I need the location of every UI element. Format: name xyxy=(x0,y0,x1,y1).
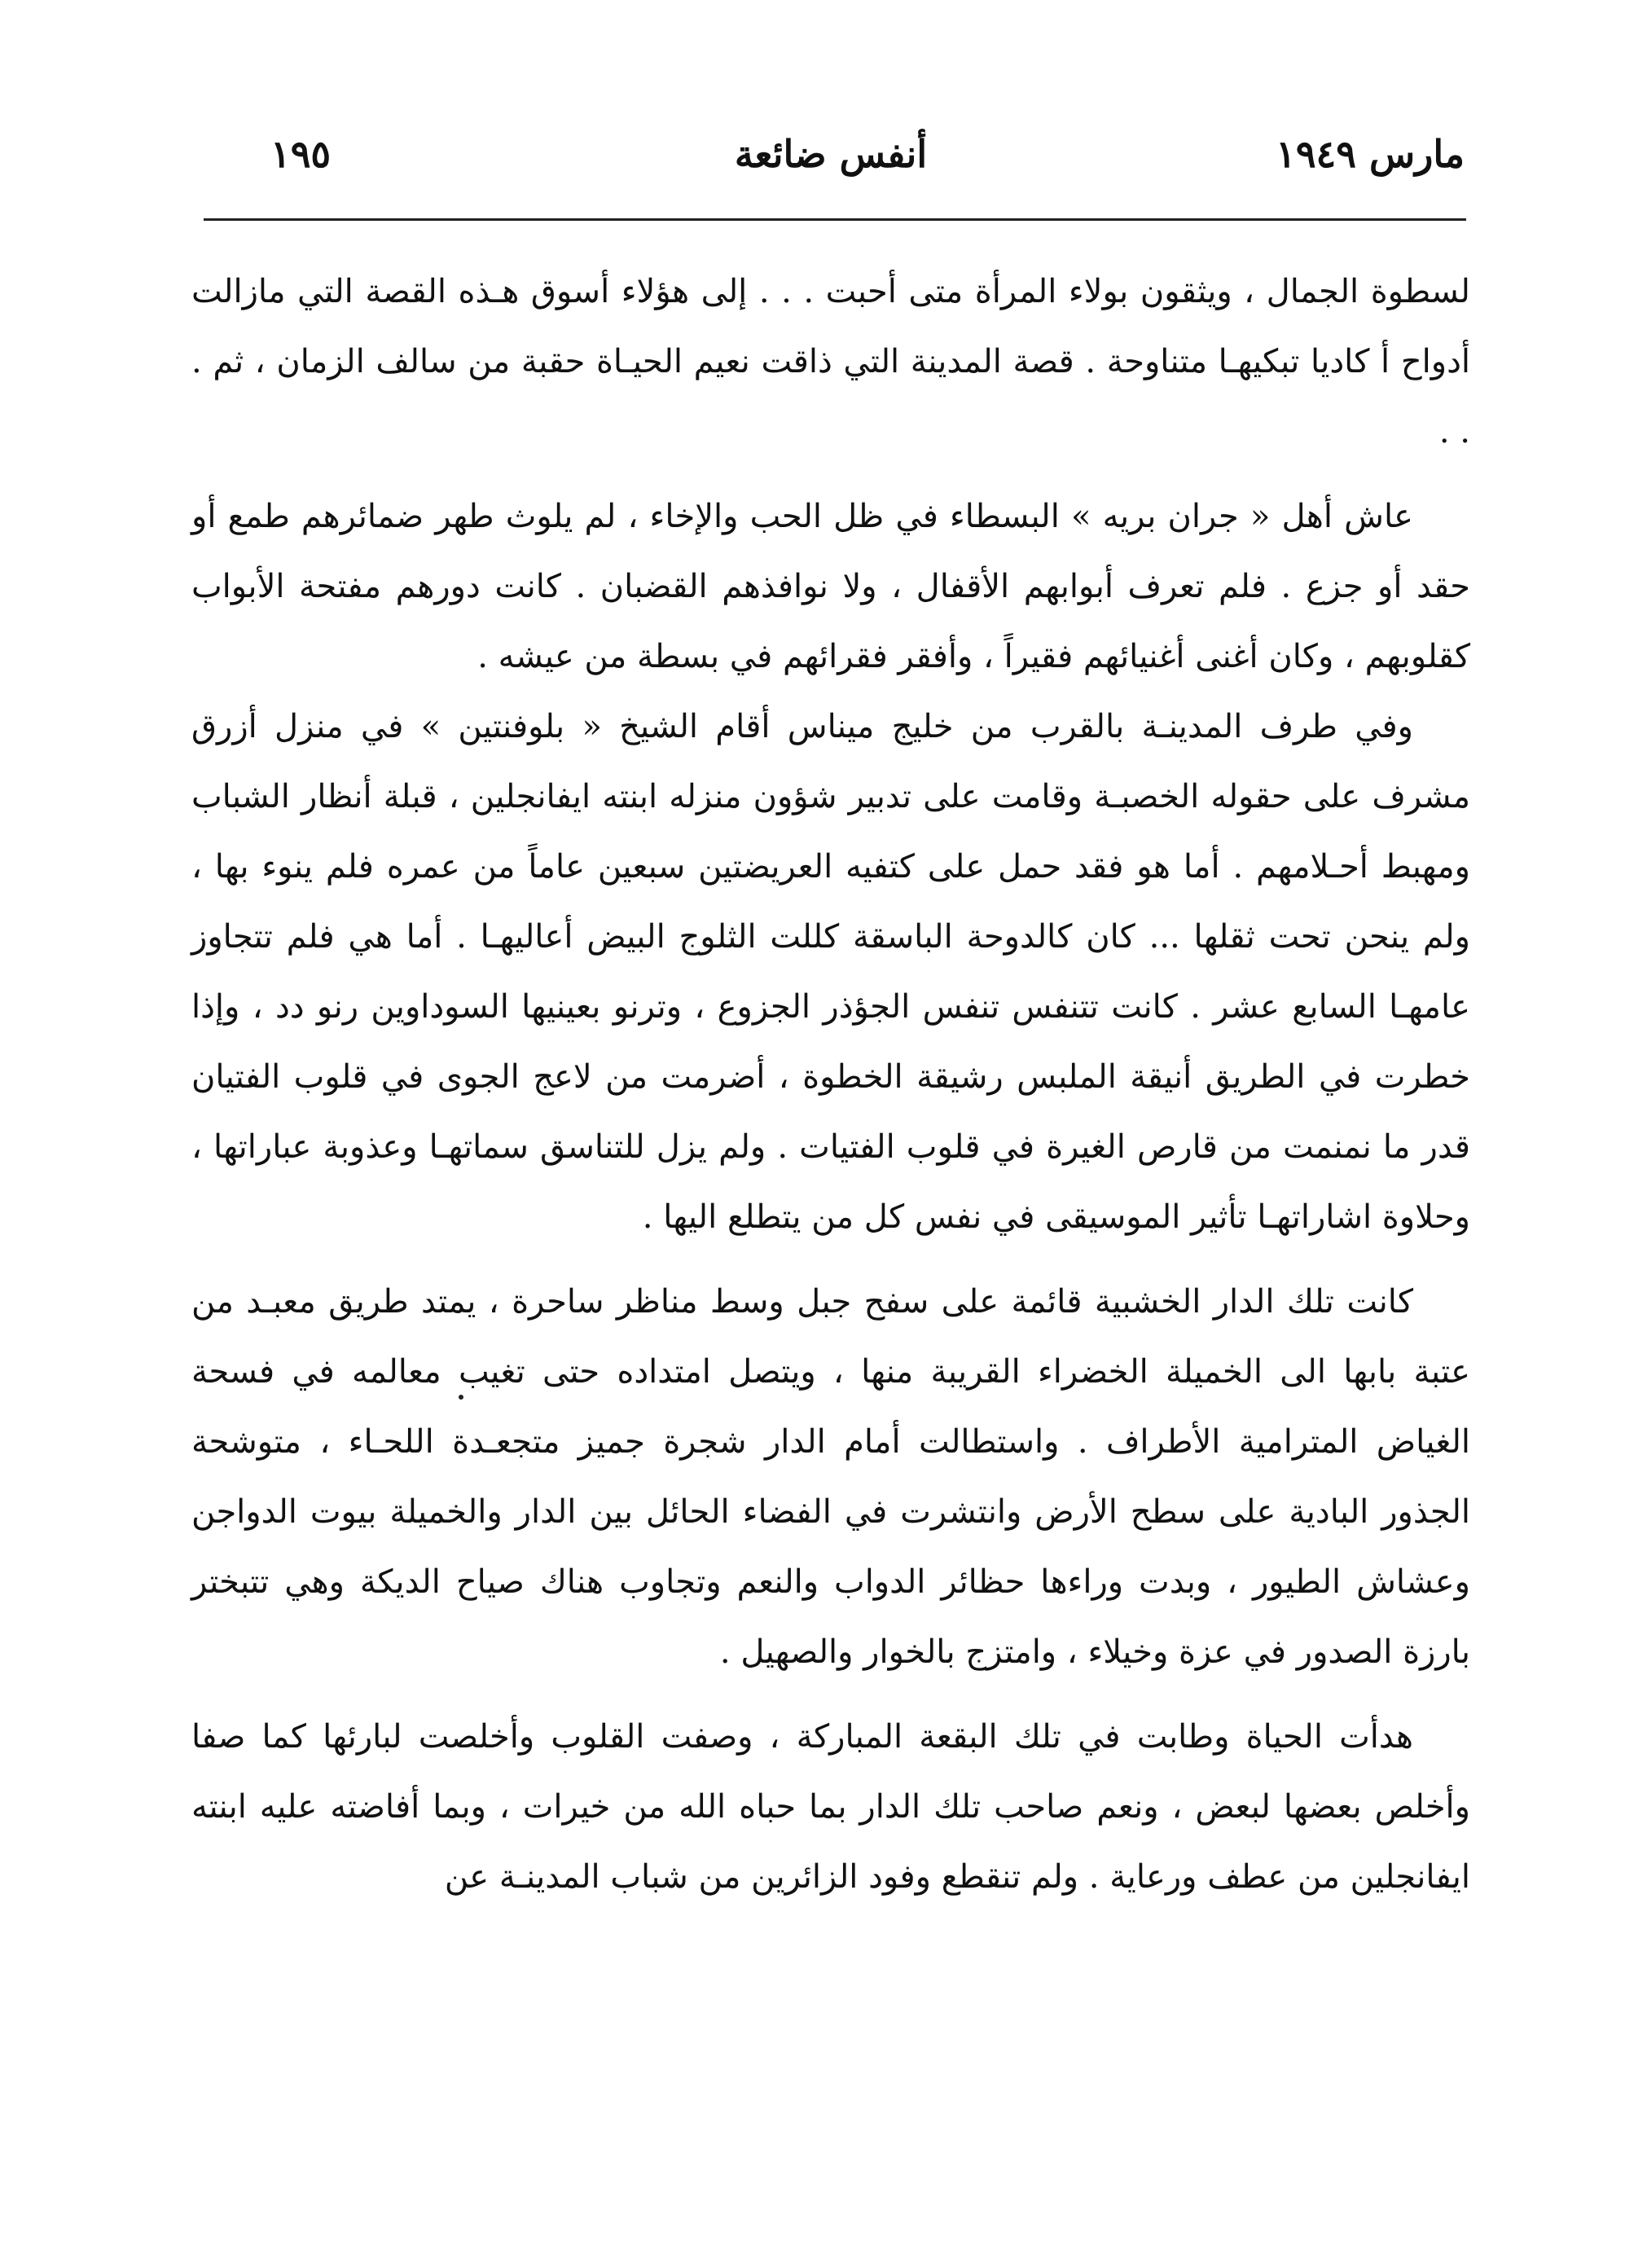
header-rule xyxy=(204,218,1466,221)
ink-speck xyxy=(459,1395,463,1400)
header-title: أنفس ضائعة xyxy=(734,132,928,176)
paragraph-1: لسطوة الجمال ، ويثقون بولاء المرأة متى أحبت . . . إلى هؤلاء أسوق هـذه القصة التي مازالت أدواح أ كاديا تبكيهـا متناوحة . قصة المدينة التي ذاقت نعيم الحيـاة حقبة من سالف الزمان ، ثم . . . xyxy=(191,273,1470,451)
header-date: مارس ١٩٤٩ xyxy=(1276,132,1465,176)
page-header xyxy=(197,125,1465,182)
article-body xyxy=(191,257,1470,1912)
paragraph-5: هدأت الحياة وطابت في تلك البقعة المباركة ، وصفت القلوب وأخلصت لبارئها كما صفا وأخلص بعضها لبعض ، ونعم صاحب تلك الدار بما حباه الله من خيرات ، وبما أفاضته عليه ابنته ايفانجلين من عطف ورعاية . ولم تنقطع وفود الزائرين من شباب المدينـة عن xyxy=(191,1718,1470,1896)
page-number: ١٩٥ xyxy=(270,132,332,176)
paragraph-4: كانت تلك الدار الخشبية قائمة على سفح جبل وسط مناظر ساحرة ، يمتد طريق معبـد من عتبة بابها الى الخميلة الخضراء القريبة منها ، ويتصل امتداده حتى تغيب معالمه في فسحة الغياض المترامية الأطراف . واستطالت أمام الدار شجرة جميز متجعـدة اللحـاء ، متوشحة الجذور البادية على سطح الأرض وانتشرت في الفضاء الحائل بين الدار والخميلة بيوت الدواجن وعشاش الطيور ، وبدت وراءها حظائر الدواب والنعم وتجاوب هناك صياح الديكة وهي تتبختر بارزة الصدور في عزة وخيلاء ، وامتزج بالخوار والصهيل . xyxy=(191,1283,1470,1671)
paragraph-2: عاش أهل « جران بريه » البسطاء في ظل الحب والإخاء ، لم يلوث طهر ضمائرهم طمع أو حقد أو جزع . فلم تعرف أبوابهم الأقفال ، ولا نوافذهم القضبان . كانت دورهم مفتحة الأبواب كقلوبهم ، وكان أغنى أغنيائهم فقيراً ، وأفقر فقرائهم في بسطة من عيشه . xyxy=(191,498,1470,675)
paragraph-3: وفي طرف المدينـة بالقرب من خليج ميناس أقام الشيخ « بلوفنتين » في منزل أزرق مشرف على حقوله الخصبـة وقامت على تدبير شؤون منزله ابنته ايفانجلين ، قبلة أنظار الشباب ومهبط أحـلامهم . أما هو فقد حمل على كتفيه العريضتين سبعين عاماً من عمره فلم ينوء بها ، ولم ينحن تحت ثقلها ... كان كالدوحة الباسقة كللت الثلوج البيض أعاليهـا . أما هي فلم تتجاوز عامهـا السابع عشر . كانت تتنفس تنفس الجؤذر الجزوع ، وترنو بعينيها السوداوين رنو دد ، وإذا خطرت في الطريق أنيقة الملبس رشيقة الخطوة ، أضرمت من لاعج الجوى في قلوب الفتيان قدر ما نمنمت من قارص الغيرة في قلوب الفتيات . ولم يزل للتناسق سماتهـا وعذوبة عباراتها ، وحلاوة اشاراتهـا تأثير الموسيقى في نفس كل من يتطلع اليها . xyxy=(191,708,1470,1236)
